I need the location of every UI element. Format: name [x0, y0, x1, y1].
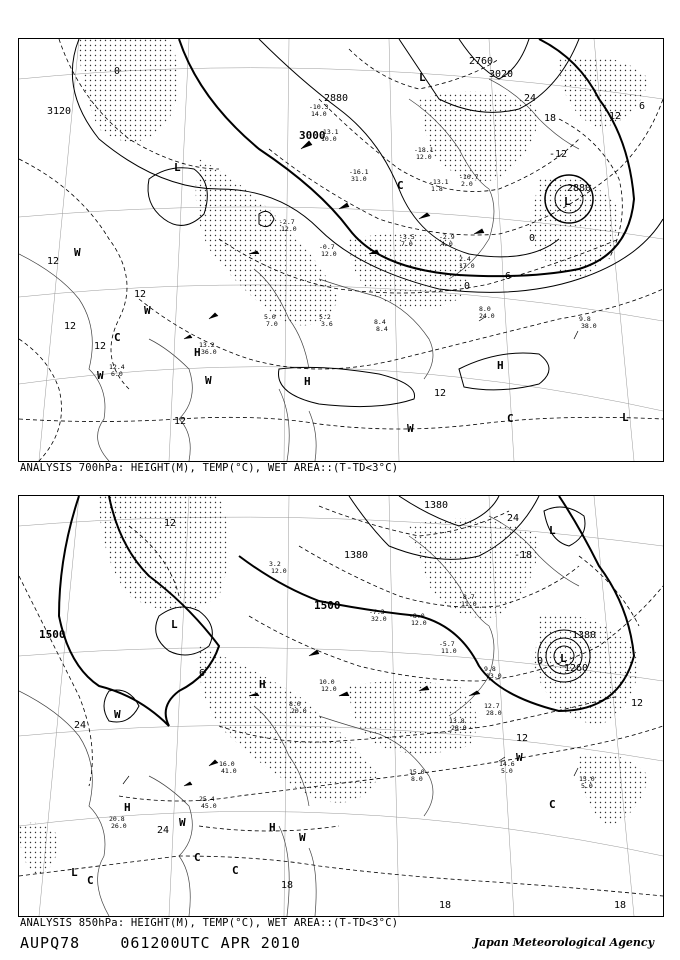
- svg-text:-0.7: -0.7: [319, 243, 335, 251]
- map-panel-700hpa: [18, 38, 664, 462]
- temp-label: 12: [134, 289, 147, 300]
- caption-700hpa: ANALYSIS 700hPa: HEIGHT(M), TEMP(°C), WET AREA::(T-TD<3°C): [20, 462, 399, 474]
- temp-label: 0: [114, 66, 121, 77]
- low-marker: L: [622, 411, 629, 424]
- svg-text:9.8: 9.8: [579, 315, 591, 323]
- svg-text:28.0: 28.0: [451, 724, 467, 732]
- temp-label: 18: [614, 900, 627, 911]
- temp-label: 0: [529, 233, 536, 244]
- low-marker: L: [171, 618, 178, 631]
- svg-text:8.0: 8.0: [289, 700, 301, 708]
- svg-text:36.0: 36.0: [201, 348, 217, 356]
- svg-text:-8.7: -8.7: [459, 593, 475, 601]
- svg-text:12.0: 12.0: [271, 567, 287, 575]
- height-label: 3020: [489, 69, 514, 80]
- caption-850hpa: ANALYSIS 850hPa: HEIGHT(M), TEMP(°C), WET AREA::(T-TD<3°C): [20, 917, 399, 929]
- svg-text:-7.3: -7.3: [369, 608, 385, 616]
- cold-marker: C: [507, 412, 514, 425]
- cold-marker: C: [114, 331, 121, 344]
- svg-text:20.0: 20.0: [291, 707, 307, 715]
- svg-text:-13.1: -13.1: [319, 128, 339, 136]
- temp-label: 6: [199, 668, 206, 679]
- map-700hpa: [19, 39, 663, 461]
- svg-text:38.0: 38.0: [581, 322, 597, 330]
- warm-marker: W: [74, 246, 81, 259]
- svg-text:5.2: 5.2: [319, 313, 331, 321]
- svg-text:8.0: 8.0: [479, 305, 491, 313]
- warm-marker: W: [114, 708, 121, 721]
- high-marker: H: [259, 678, 266, 691]
- low-marker: L: [419, 71, 426, 84]
- svg-text:32.0: 32.0: [371, 615, 387, 623]
- warm-marker: W: [179, 816, 186, 829]
- cold-marker: C: [232, 864, 239, 877]
- svg-text:12.0: 12.0: [321, 685, 337, 693]
- svg-text:15.0: 15.0: [409, 768, 425, 776]
- svg-text:-13.1: -13.1: [429, 178, 449, 186]
- temp-label: 12: [631, 698, 644, 709]
- map-panel-850hpa: [18, 495, 664, 917]
- svg-text:10.0: 10.0: [321, 135, 337, 143]
- svg-text:12.4: 12.4: [109, 363, 125, 371]
- temp-label: 24: [524, 93, 537, 104]
- height-label: 1500: [314, 599, 341, 612]
- svg-text:16.0: 16.0: [219, 760, 235, 768]
- chart-datetime: 061200UTC APR 2010: [120, 934, 301, 952]
- height-label: 1500: [39, 628, 66, 641]
- svg-text:15.0: 15.0: [579, 775, 595, 783]
- svg-text:-10.7: -10.7: [459, 173, 479, 181]
- temp-label: 12: [164, 518, 177, 529]
- temp-label: 0: [537, 656, 544, 667]
- svg-text:12.0: 12.0: [281, 225, 297, 233]
- temp-label: 12: [174, 416, 187, 427]
- temp-label: 12: [64, 321, 77, 332]
- svg-text:-5.7: -5.7: [439, 640, 455, 648]
- svg-text:5.0: 5.0: [501, 767, 513, 775]
- height-label: 3000: [299, 129, 326, 142]
- svg-text:14.6: 14.6: [499, 760, 515, 768]
- low-marker: L: [174, 161, 181, 174]
- svg-text:-2.7: -2.7: [279, 218, 295, 226]
- svg-text:5.0: 5.0: [264, 313, 276, 321]
- svg-text:8.4: 8.4: [374, 318, 386, 326]
- warm-marker: W: [299, 831, 306, 844]
- temp-label: 12: [516, 733, 529, 744]
- high-marker: H: [269, 821, 276, 834]
- svg-text:12.0: 12.0: [411, 619, 427, 627]
- warm-marker: W: [407, 422, 414, 435]
- height-label: 2760: [469, 56, 494, 67]
- high-marker: H: [124, 801, 131, 814]
- svg-text:28.0: 28.0: [486, 709, 502, 717]
- svg-text:-10.3: -10.3: [309, 103, 329, 111]
- agency-name: Japan Meteorological Agency: [473, 936, 654, 949]
- temp-label: -6: [499, 271, 512, 282]
- warm-marker: W: [205, 374, 212, 387]
- svg-text:5.0: 5.0: [581, 782, 593, 790]
- svg-text:25.4: 25.4: [199, 795, 215, 803]
- temp-label: -12: [549, 149, 568, 160]
- height-label: 2880: [567, 183, 592, 194]
- svg-text:7.0: 7.0: [401, 240, 413, 248]
- temp-label: 12: [47, 256, 60, 267]
- svg-text:4.0: 4.0: [441, 240, 453, 248]
- svg-text:8.4: 8.4: [376, 325, 388, 333]
- svg-text:-2.9: -2.9: [439, 233, 455, 241]
- temp-label: 18: [281, 880, 294, 891]
- svg-text:-3.5: -3.5: [399, 233, 415, 241]
- svg-text:2.0: 2.0: [461, 180, 473, 188]
- svg-text:12.0: 12.0: [416, 153, 432, 161]
- temp-label: 24: [157, 825, 170, 836]
- temp-label: 18: [439, 900, 452, 911]
- svg-text:26.0: 26.0: [111, 822, 127, 830]
- svg-text:6.0: 6.0: [111, 370, 123, 378]
- warm-marker: W: [144, 304, 151, 317]
- low-marker: L: [564, 195, 571, 208]
- svg-text:13.8: 13.8: [449, 717, 465, 725]
- high-marker: H: [194, 346, 201, 359]
- height-label: 3120: [47, 106, 72, 117]
- high-marker: H: [304, 375, 311, 388]
- svg-text:41.0: 41.0: [221, 767, 237, 775]
- temp-label: 12: [94, 341, 107, 352]
- svg-text:31.0: 31.0: [351, 175, 367, 183]
- svg-text:7.0: 7.0: [266, 320, 278, 328]
- svg-text:11.0: 11.0: [461, 600, 477, 608]
- svg-text:12.7: 12.7: [484, 702, 500, 710]
- high-marker: H: [497, 359, 504, 372]
- cold-marker: C: [397, 179, 404, 192]
- svg-text:1.8: 1.8: [431, 185, 443, 193]
- map-850hpa: [19, 496, 663, 916]
- svg-text:14.0: 14.0: [311, 110, 327, 118]
- cold-marker: C: [194, 851, 201, 864]
- svg-text:10.0: 10.0: [319, 678, 335, 686]
- warm-marker: W: [97, 369, 104, 382]
- svg-text:2.4: 2.4: [459, 255, 471, 263]
- svg-text:13.2: 13.2: [199, 341, 215, 349]
- warm-marker: W: [516, 751, 523, 764]
- svg-text:8.0: 8.0: [411, 775, 423, 783]
- height-label: 1380: [344, 550, 369, 561]
- svg-text:3.2: 3.2: [269, 560, 281, 568]
- svg-text:11.0: 11.0: [441, 647, 457, 655]
- temp-label: 0: [464, 281, 471, 292]
- svg-text:20.8: 20.8: [109, 815, 125, 823]
- height-label: 2880: [324, 93, 349, 104]
- svg-text:-18.1: -18.1: [414, 146, 434, 154]
- chart-code: AUPQ78: [20, 934, 81, 952]
- svg-text:13.0: 13.0: [486, 672, 502, 680]
- temp-label: 12: [434, 388, 447, 399]
- temp-label: 12: [609, 111, 622, 122]
- height-label: 1380: [424, 500, 449, 511]
- low-marker: L: [560, 652, 567, 665]
- cold-marker: C: [549, 798, 556, 811]
- cold-marker: C: [87, 874, 94, 887]
- svg-text:24.0: 24.0: [479, 312, 495, 320]
- low-marker: L: [549, 524, 556, 537]
- svg-text:-8.0: -8.0: [409, 612, 425, 620]
- height-label: 1380: [572, 630, 597, 641]
- svg-text:9.8: 9.8: [484, 665, 496, 673]
- svg-text:17.0: 17.0: [459, 262, 475, 270]
- height-label: 1260: [564, 663, 589, 674]
- svg-text:12.0: 12.0: [321, 250, 337, 258]
- temp-label: 18: [544, 113, 557, 124]
- temp-label: -18: [514, 550, 533, 561]
- temp-label: 24: [74, 720, 87, 731]
- temp-label: 24: [507, 513, 520, 524]
- svg-text:45.0: 45.0: [201, 802, 217, 810]
- svg-text:3.6: 3.6: [321, 320, 333, 328]
- low-marker: L: [71, 866, 78, 879]
- chart-id: [20, 934, 301, 952]
- temp-label: 6: [639, 101, 646, 112]
- svg-text:-16.1: -16.1: [349, 168, 369, 176]
